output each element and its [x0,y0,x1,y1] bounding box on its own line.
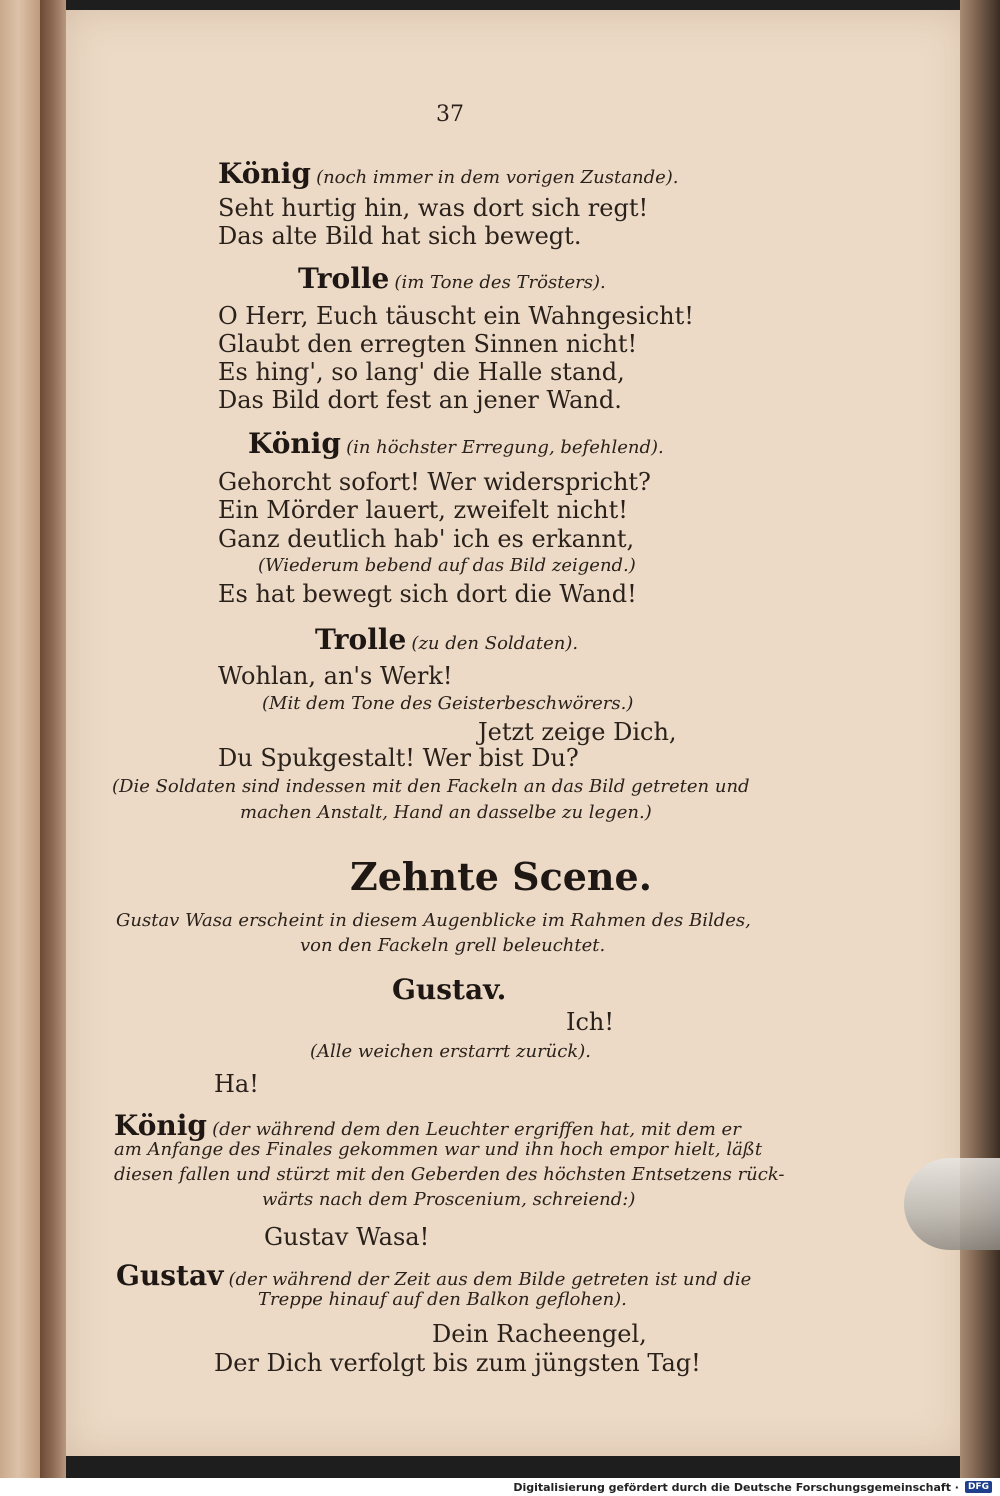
verse-line: Du Spukgestalt! Wer bist Du? [218,744,579,772]
speaker-name: König [114,1109,207,1142]
verse-line: Ha! [214,1070,259,1098]
verse-line: Der Dich verfolgt bis zum jüngsten Tag! [214,1349,701,1377]
dfg-logo: DFG [965,1481,992,1493]
speaker-line [248,427,664,460]
speaker-line [116,1259,752,1292]
speaker-line [298,262,606,295]
stage-direction: (noch immer in dem vorigen Zustande). [316,167,679,188]
book-edge-right [960,0,1000,1478]
verse-line: Es hing', so lang' die Halle stand, [218,358,625,386]
verse-line: Wohlan, an's Werk! [218,662,453,690]
stage-direction: machen Anstalt, Hand an dasselbe zu legen.) [240,802,652,823]
stage-direction: (der während der Zeit aus dem Bilde getreten ist und die [228,1269,752,1290]
speaker-name: König [218,157,311,190]
verse-line: Es hat bewegt sich dort die Wand! [218,580,637,608]
footer-text: Digitalisierung gefördert durch die Deutsche Forschungsgemeinschaft · [513,1480,959,1494]
speaker-name: Gustav. [392,973,507,1006]
page-number: 37 [436,102,464,127]
verse-line: Seht hurtig hin, was dort sich regt! [218,194,649,222]
speaker-name: Trolle [315,623,407,656]
stage-direction: diesen fallen und stürzt mit den Geberden des höchsten Entsetzens rück- [114,1164,785,1185]
speaker-name: Gustav [116,1259,224,1292]
scene-description: Gustav Wasa erscheint in diesem Augenblicke im Rahmen des Bildes, [116,910,751,931]
page-holder-clip [904,1158,1000,1250]
verse-line: Gehorcht sofort! Wer widerspricht? [218,468,651,496]
digitization-footer [0,1478,1000,1496]
stage-direction: (Alle weichen erstarrt zurück). [310,1041,591,1062]
stage-direction: (Mit dem Tone des Geisterbeschwörers.) [262,693,634,714]
speaker-line [218,157,679,190]
verse-line: O Herr, Euch täuscht ein Wahngesicht! [218,302,694,330]
stage-direction: Treppe hinauf auf den Balkon geflohen). [258,1289,627,1310]
stage-direction: (in höchster Erregung, befehlend). [346,437,664,458]
verse-line: Glaubt den erregten Sinnen nicht! [218,330,638,358]
verse-line: Dein Racheengel, [432,1320,647,1348]
speaker-line [114,1109,741,1142]
verse-line: Ich! [566,1008,615,1036]
book-gutter [40,0,66,1478]
stage-direction: (Wiederum bebend auf das Bild zeigend.) [258,555,636,576]
verse-line: Ganz deutlich hab' ich es erkannt, [218,525,635,553]
speaker-name: Trolle [298,262,390,295]
speaker-line [315,623,579,656]
verse-line: Jetzt zeige Dich, [478,718,677,746]
stage-direction: (zu den Soldaten). [411,633,579,654]
scene-description: von den Fackeln grell beleuchtet. [300,935,606,956]
scene-heading: Zehnte Scene. [350,854,652,899]
stage-direction: am Anfange des Finales gekommen war und ihn hoch empor hielt, läßt [114,1139,763,1160]
stage-direction: wärts nach dem Proscenium, schreiend:) [262,1189,636,1210]
verse-line: Das Bild dort fest an jener Wand. [218,386,622,414]
stage-direction: (der während dem den Leuchter ergriffen hat, mit dem er [212,1119,741,1140]
verse-line: Gustav Wasa! [264,1223,430,1251]
stage-direction: (Die Soldaten sind indessen mit den Fackeln an das Bild getreten und [112,776,750,797]
verse-line: Das alte Bild hat sich bewegt. [218,222,582,250]
speaker-name: König [248,427,341,460]
stage-direction: (im Tone des Trösters). [394,272,606,293]
verse-line: Ein Mörder lauert, zweifelt nicht! [218,496,628,524]
